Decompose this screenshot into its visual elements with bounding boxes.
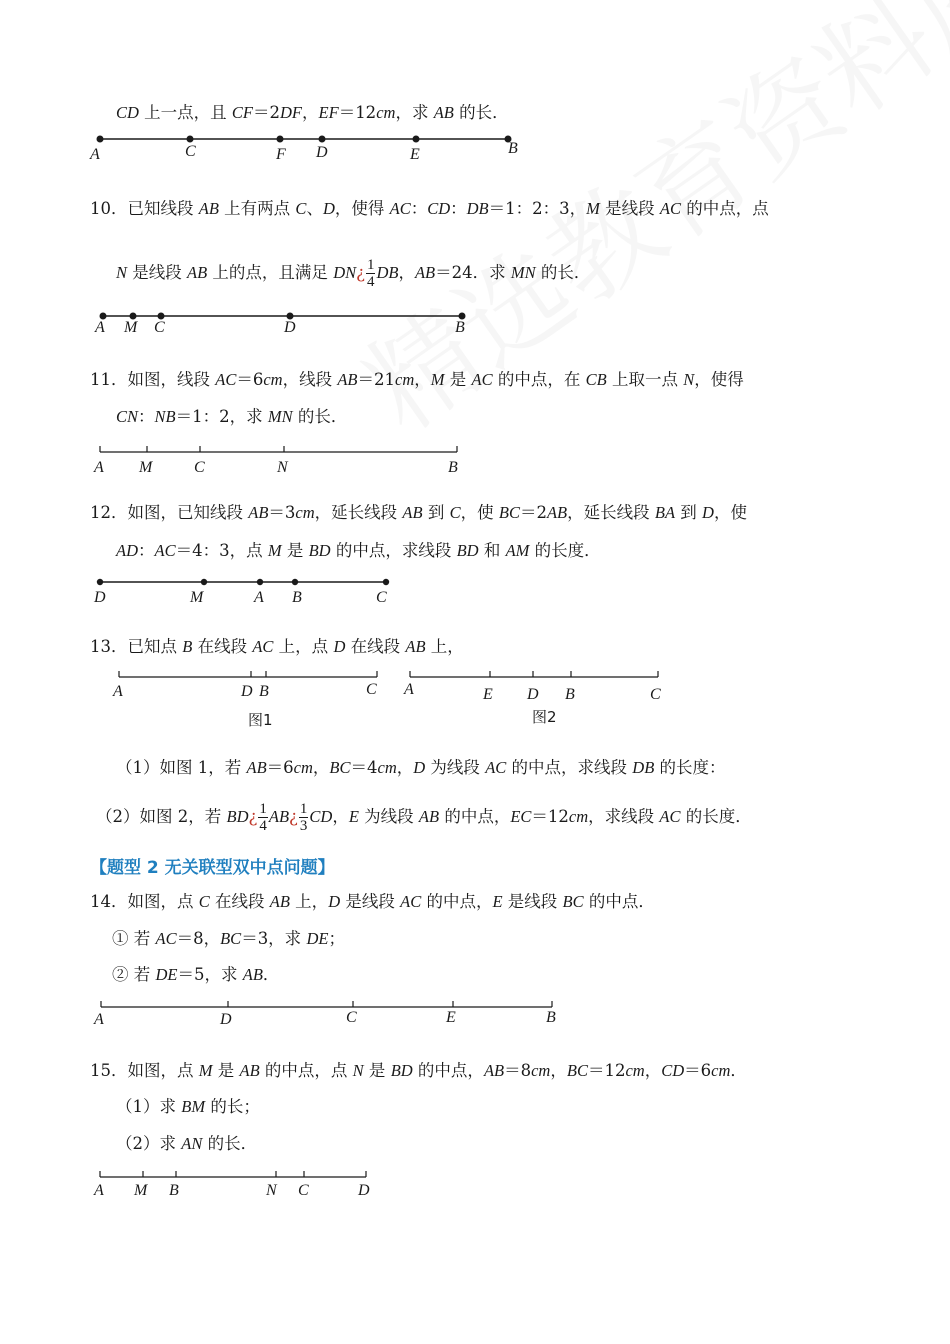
text-run: CF — [231, 103, 254, 122]
text-run: 是 — [363, 1061, 391, 1080]
text-run: MN — [510, 263, 536, 282]
point-label: M — [139, 459, 153, 476]
figure-q13-1-labels — [112, 681, 377, 729]
text-run: 上， — [425, 637, 464, 656]
label: A — [90, 146, 100, 163]
text-run: AB — [269, 892, 290, 911]
figure-caption: 图2 — [532, 708, 557, 726]
text-run: AB — [433, 103, 454, 122]
text-run: ： — [450, 199, 467, 218]
label: B — [508, 140, 518, 157]
point-label: C — [366, 681, 377, 698]
text-run: 14． — [90, 892, 128, 911]
text-run: ； — [328, 929, 345, 948]
text-run: DB — [376, 263, 399, 282]
text-run: AM — [505, 541, 530, 560]
text-run: ： — [138, 541, 155, 560]
text-run: 上取一点 — [606, 370, 684, 389]
point-label: A — [254, 589, 264, 606]
point-label: A — [94, 1011, 104, 1028]
text-run: ： — [410, 199, 428, 218]
label: D — [316, 144, 328, 161]
text-run: 、 — [306, 199, 323, 218]
text-run: BC — [220, 929, 242, 948]
text-run: 1 — [259, 801, 267, 817]
text-run: AC — [155, 929, 177, 948]
text-run: ，使 — [460, 503, 499, 522]
text-run: 如图，点 — [127, 892, 199, 911]
text-run: AB — [337, 370, 358, 389]
point-dot — [257, 579, 263, 585]
point-label: B — [292, 589, 302, 606]
text-run: M — [586, 199, 600, 218]
text-run: 如图，线段 — [127, 370, 216, 389]
point-label: D — [241, 683, 253, 700]
text-run: AB — [239, 1061, 260, 1080]
text-run: C — [449, 503, 461, 522]
figure-q15 — [100, 1171, 366, 1177]
text-run: NB — [154, 407, 176, 426]
text-run: CD — [116, 103, 139, 122]
text-run: AB — [242, 965, 263, 984]
text-run: AC — [400, 892, 422, 911]
text-run: （1）如图 1，若 — [116, 758, 247, 777]
figure-q14-labels — [93, 1009, 556, 1028]
text-run: 15． — [90, 1061, 128, 1080]
text-run: cm — [377, 758, 397, 777]
point-label: M — [134, 1182, 148, 1199]
text-run: 如图，已知线段 — [127, 503, 249, 522]
text-run: AD — [116, 541, 138, 560]
text-run: AN — [181, 1134, 203, 1153]
text-run: ＝6 — [236, 370, 264, 389]
text-run: ，使 — [713, 503, 747, 522]
text-run: D — [322, 199, 335, 218]
text-run: ＝8， — [176, 929, 221, 948]
point-label: C — [376, 589, 387, 606]
point-label: M — [190, 589, 204, 606]
text-run: BC — [498, 503, 520, 522]
text-run: 的中点， — [439, 807, 511, 826]
text-run: N — [683, 370, 695, 389]
text-run: BD — [308, 541, 331, 560]
figure-q11 — [100, 446, 457, 452]
point-label: B — [565, 686, 575, 703]
text-run: cm — [711, 1061, 731, 1080]
text-run: BC — [566, 1061, 588, 1080]
text-run: ，线段 — [282, 370, 338, 389]
text-run: AC — [252, 637, 274, 656]
text-run: ＝3 — [268, 503, 296, 522]
figure-q13-2 — [410, 671, 658, 677]
text-run: cm — [531, 1061, 551, 1080]
text-run: DB — [466, 199, 489, 218]
text-run: ， — [396, 758, 414, 777]
text-run: ． — [262, 965, 280, 984]
text-run: CN — [116, 407, 139, 426]
text-run: ＝8 — [504, 1061, 532, 1080]
point-label: B — [259, 683, 269, 700]
text-run: MN — [267, 407, 293, 426]
text-run: BA — [654, 503, 676, 522]
point-label: C — [298, 1182, 309, 1199]
text-run: ＝6 — [684, 1061, 712, 1080]
text-run: ，延长线段 — [567, 503, 655, 522]
text-run: （2）如图 2，若 — [96, 807, 227, 826]
text-run: 到 — [675, 503, 703, 522]
text-run: ＝4 — [350, 758, 378, 777]
text-run: ＝4：3，点 — [175, 541, 268, 560]
text-run: AB — [405, 637, 426, 656]
point-label: C — [346, 1009, 357, 1026]
point-label: B — [169, 1182, 179, 1199]
point-label: A — [404, 681, 414, 698]
text-run: 上，点 — [273, 637, 334, 656]
text-run: AB — [198, 199, 219, 218]
point-label: A — [94, 459, 104, 476]
text-run: AC — [485, 758, 507, 777]
text-run: 的中点． — [583, 892, 655, 911]
text-run: ¿ — [289, 807, 298, 826]
text-run: 如图，点 — [127, 1061, 199, 1080]
text-run: cm — [625, 1061, 645, 1080]
text-run: 1 — [299, 801, 308, 817]
text-run: 在线段 — [192, 637, 253, 656]
figure-q14 — [101, 1001, 552, 1007]
text-run: ＝12 — [531, 807, 569, 826]
text-run: 上一点，且 — [138, 103, 232, 122]
text-run: N — [352, 1061, 364, 1080]
text-run: AB — [268, 807, 290, 826]
text-run: E — [348, 807, 359, 826]
text-run: 4 — [259, 818, 267, 834]
text-run: ： — [138, 407, 155, 426]
text-run: 上有两点 — [218, 199, 296, 218]
text-run: 在线段 — [345, 637, 406, 656]
text-run: AB — [248, 503, 269, 522]
text-run: ， — [312, 758, 330, 777]
text-run: CD — [309, 807, 333, 826]
text-run: 的中点， — [421, 892, 493, 911]
text-run: 的长度： — [654, 758, 726, 777]
text-run: BD — [226, 807, 249, 826]
label: E — [410, 146, 420, 163]
text-run: 和 — [478, 541, 506, 560]
point-label: A — [113, 683, 123, 700]
text-run: ¿ — [248, 807, 258, 826]
text-run: M — [430, 370, 445, 389]
label: D — [284, 319, 296, 336]
text-run: AC — [659, 199, 681, 218]
text-run: 的中点，点 — [680, 199, 769, 218]
text-run: ， — [398, 263, 415, 282]
text-run: 在线段 — [209, 892, 270, 911]
section-heading: 【题型 2 无关联型双中点问题】 — [90, 858, 335, 878]
text-run: ， — [644, 1061, 662, 1080]
point-label: N — [266, 1182, 277, 1199]
text-run: ＝3，求 — [241, 929, 307, 948]
point-label: B — [546, 1009, 556, 1026]
text-run: D — [333, 637, 346, 656]
text-run: 13． — [90, 637, 128, 656]
text-run: 的长． — [535, 263, 591, 282]
point-label: D — [527, 686, 539, 703]
text-run: 是 — [444, 370, 472, 389]
text-run: ＝2 — [519, 503, 547, 522]
text-run: D — [413, 758, 426, 777]
text-run: M — [198, 1061, 213, 1080]
text-run: 已知线段 — [127, 199, 199, 218]
text-run: DE — [306, 929, 329, 948]
text-run: 是 — [281, 541, 309, 560]
text-run: 为线段 — [358, 807, 419, 826]
text-run: AB — [414, 263, 436, 282]
text-run: 的中点，在 — [492, 370, 586, 389]
text-run: 为线段 — [425, 758, 486, 777]
text-run: EC — [510, 807, 532, 826]
text-run: 的长． — [292, 407, 348, 426]
text-run: ，求 — [395, 103, 434, 122]
text-run: 11． — [90, 370, 128, 389]
text-run: cm — [568, 807, 589, 826]
point-label: C — [194, 459, 205, 476]
point-label: A — [94, 1182, 104, 1199]
text-run: ＝24．求 — [435, 263, 511, 282]
text-run: E — [492, 892, 503, 911]
text-run: cm — [376, 103, 396, 122]
text-run: D — [702, 503, 714, 522]
text-run: AC — [389, 199, 411, 218]
point-label: C — [650, 686, 661, 703]
text-run: ＝21 — [357, 370, 396, 389]
text-run: M — [267, 541, 282, 560]
text-run: EF — [318, 103, 339, 122]
text-run: ，求线段 — [588, 807, 660, 826]
text-run: 的中点， — [412, 1061, 484, 1080]
text-run: ＝5，求 — [177, 965, 243, 984]
text-run: ， — [332, 807, 349, 826]
point-a — [97, 136, 104, 143]
text-run: N — [116, 263, 128, 282]
text-run: DF — [280, 103, 303, 122]
text-run: 的中点，求线段 — [506, 758, 633, 777]
point-label: D — [358, 1182, 370, 1199]
text-run: CD — [661, 1061, 685, 1080]
text-run: ＝1：2，求 — [175, 407, 268, 426]
point-dot — [292, 579, 298, 585]
point-e — [413, 136, 420, 143]
text-run: DE — [155, 965, 178, 984]
figure-q10 — [94, 313, 466, 337]
point-c — [187, 136, 194, 143]
text-run: ＝12 — [338, 103, 377, 122]
label: C — [185, 143, 196, 160]
text-run: BC — [562, 892, 584, 911]
label: F — [276, 146, 286, 163]
text-run: AB — [187, 263, 208, 282]
text-run: BD — [390, 1061, 413, 1080]
text-run: ② 若 — [112, 965, 156, 984]
text-run: 是线段 — [502, 892, 563, 911]
text-run: D — [328, 892, 341, 911]
text-run: ，使得 — [334, 199, 390, 218]
text-run: 10． — [90, 199, 128, 218]
text-run: ＝6 — [266, 758, 294, 777]
label: A — [95, 319, 105, 336]
text-run: cm — [395, 370, 415, 389]
text-run: AB — [418, 807, 440, 826]
text-run: C — [198, 892, 210, 911]
text-run: 到 — [422, 503, 450, 522]
point-dot — [383, 579, 389, 585]
figure-q13-1 — [119, 671, 377, 677]
point-label: N — [277, 459, 288, 476]
text-run: cm — [263, 370, 283, 389]
point-dot — [97, 579, 103, 585]
figure-q13-2-labels — [403, 681, 661, 726]
text-run: AB — [483, 1061, 505, 1080]
text-run: cm — [293, 758, 313, 777]
text-run: （1）求 — [116, 1097, 182, 1116]
point-label: D — [220, 1011, 232, 1028]
text-run: ，使得 — [694, 370, 744, 389]
text-run: 4 — [366, 274, 375, 290]
label: C — [154, 319, 165, 336]
text-run: ① 若 — [112, 929, 156, 948]
point-dot — [201, 579, 207, 585]
text-run: 是 — [212, 1061, 240, 1080]
text-run: ， — [550, 1061, 567, 1080]
text-run: 3 — [299, 818, 308, 834]
text-run: AC — [659, 807, 681, 826]
text-run: AB — [402, 503, 423, 522]
text-run: C — [295, 199, 307, 218]
text-run: AC — [215, 370, 237, 389]
text-run: AC — [154, 541, 176, 560]
text-run: 的长度． — [529, 541, 601, 560]
text-run: AB — [246, 758, 267, 777]
figure-caption: 图1 — [248, 711, 273, 729]
text-run: DB — [632, 758, 655, 777]
text-run: 的中点，求线段 — [330, 541, 457, 560]
text-run: 的长度． — [680, 807, 752, 826]
figure-q12 — [93, 579, 389, 606]
text-run: 的中点，点 — [259, 1061, 353, 1080]
point-label: D — [94, 589, 106, 606]
text-run: ，延长线段 — [314, 503, 403, 522]
point-f — [277, 136, 284, 143]
text-run: 上的点，且满足 — [207, 263, 334, 282]
text-run: AC — [471, 370, 493, 389]
text-run: BD — [456, 541, 479, 560]
figure-q11-labels — [93, 459, 458, 476]
text-run: 12． — [90, 503, 128, 522]
text-run: ， — [302, 103, 319, 122]
text-run: ＝12 — [587, 1061, 626, 1080]
text-run: BM — [181, 1097, 206, 1116]
text-run: ， — [414, 370, 431, 389]
point-d — [319, 136, 326, 143]
point-label: E — [483, 686, 493, 703]
text-run: 是线段 — [127, 263, 188, 282]
text-run: 1 — [366, 257, 375, 273]
point-label: E — [446, 1009, 456, 1026]
text-run: 上， — [289, 892, 329, 911]
figure-q15-labels — [93, 1182, 370, 1199]
text-run: B — [182, 637, 193, 656]
point-label: B — [448, 459, 458, 476]
text-run: cm — [295, 503, 315, 522]
text-run: ＝1：2：3， — [488, 199, 587, 218]
text-run: （2）求 — [116, 1134, 182, 1153]
text-run: 的长． — [453, 103, 509, 122]
text-run: 的长． — [202, 1134, 258, 1153]
text-run: 是线段 — [340, 892, 401, 911]
text-run: CB — [585, 370, 607, 389]
text-run: ＝2 — [253, 103, 281, 122]
text-run: 的长； — [205, 1097, 260, 1116]
text-run: 已知点 — [127, 637, 183, 656]
label: B — [455, 319, 465, 336]
figure-q9 — [89, 136, 518, 164]
text-run: DN — [333, 263, 357, 282]
label: M — [124, 319, 138, 336]
text-run: CD — [427, 199, 451, 218]
text-run: 是线段 — [599, 199, 660, 218]
text-run: BC — [329, 758, 351, 777]
text-run: ¿ — [356, 263, 365, 282]
text-run: AB — [546, 503, 568, 522]
text-run: ． — [730, 1061, 747, 1080]
